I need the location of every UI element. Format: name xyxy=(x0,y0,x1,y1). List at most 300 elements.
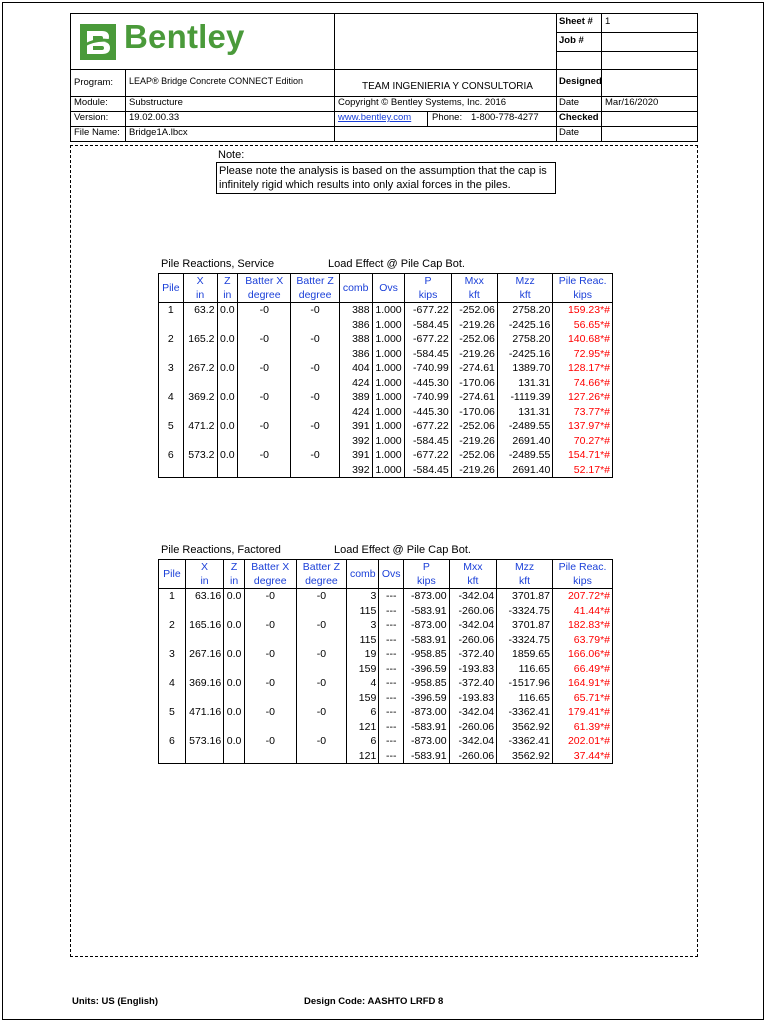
table-cell: 73.77*# xyxy=(553,405,613,420)
table-cell: -0 xyxy=(291,390,339,405)
table-cell xyxy=(217,318,238,333)
table-cell xyxy=(296,720,347,735)
table-cell: -252.06 xyxy=(451,332,497,347)
table-cell: 127.26*# xyxy=(553,390,613,405)
table-cell: 4 xyxy=(159,676,186,691)
table-cell: 74.66*# xyxy=(553,376,613,391)
table-cell: 159.23*# xyxy=(553,303,613,318)
table-cell: 0.0 xyxy=(217,448,238,463)
table-cell: 388 xyxy=(339,303,372,318)
table-row xyxy=(159,618,613,633)
table-cell: -0 xyxy=(238,448,291,463)
table-cell xyxy=(217,347,238,362)
table-cell: 166.06*# xyxy=(552,647,612,662)
table-cell xyxy=(291,463,339,478)
table-cell: 3 xyxy=(347,589,379,604)
table-cell xyxy=(185,662,223,677)
table-cell: -873.00 xyxy=(404,618,449,633)
filename-label: File Name: xyxy=(74,127,120,138)
table-cell xyxy=(185,720,223,735)
table-cell: -0 xyxy=(291,419,339,434)
table-cell: -0 xyxy=(296,676,347,691)
table-cell: -342.04 xyxy=(449,618,497,633)
table-cell: 1.000 xyxy=(372,405,405,420)
table-cell: -219.26 xyxy=(451,318,497,333)
table-cell: -0 xyxy=(238,303,291,318)
table-cell xyxy=(159,347,184,362)
table-cell: 63.2 xyxy=(183,303,217,318)
table-cell: 116.65 xyxy=(497,691,553,706)
table-cell: 0.0 xyxy=(217,361,238,376)
table-cell: 389 xyxy=(339,390,372,405)
table-cell: 72.95*# xyxy=(553,347,613,362)
table-cell: 121 xyxy=(347,720,379,735)
table-cell: --- xyxy=(379,749,404,764)
table-cell: 386 xyxy=(339,347,372,362)
table-row xyxy=(159,463,613,478)
table-cell: 66.49*# xyxy=(552,662,612,677)
table-row xyxy=(159,419,613,434)
table-cell: 52.17*# xyxy=(553,463,613,478)
table-cell: 131.31 xyxy=(497,376,552,391)
table-cell: 573.16 xyxy=(185,734,223,749)
table-cell: -396.59 xyxy=(404,691,449,706)
table-cell xyxy=(238,376,291,391)
table-cell xyxy=(159,318,184,333)
table-cell: --- xyxy=(379,734,404,749)
table-cell: 182.83*# xyxy=(552,618,612,633)
table-cell: 140.68*# xyxy=(553,332,613,347)
table-cell: 137.97*# xyxy=(553,419,613,434)
table-cell: -873.00 xyxy=(404,589,449,604)
date2-label: Date xyxy=(559,127,580,138)
designed-label: Designed xyxy=(559,76,602,87)
table-cell: -274.61 xyxy=(451,361,497,376)
table-cell xyxy=(159,720,186,735)
table-cell: -584.45 xyxy=(405,318,451,333)
header-row xyxy=(159,560,613,589)
column-header: P kips xyxy=(404,560,449,589)
bentley-logo xyxy=(78,18,268,62)
table-cell: -3324.75 xyxy=(497,633,553,648)
table-cell xyxy=(185,749,223,764)
table-cell xyxy=(224,720,245,735)
table-cell: 1 xyxy=(159,589,186,604)
table-cell: 0.0 xyxy=(217,332,238,347)
table-cell: 3 xyxy=(347,618,379,633)
table-cell: 0.0 xyxy=(224,618,245,633)
table-cell: -740.99 xyxy=(405,361,451,376)
table-cell xyxy=(291,434,339,449)
table-cell: 159 xyxy=(347,662,379,677)
table-cell xyxy=(296,604,347,619)
table-cell: -445.30 xyxy=(405,376,451,391)
table-cell: 154.71*# xyxy=(553,448,613,463)
table-cell: -0 xyxy=(296,734,347,749)
website-link[interactable]: www.bentley.com xyxy=(338,112,412,123)
table-cell xyxy=(159,691,186,706)
table-cell: 392 xyxy=(339,463,372,478)
table-cell: 3562.92 xyxy=(497,720,553,735)
table-cell: -0 xyxy=(296,647,347,662)
table-cell: -260.06 xyxy=(449,749,497,764)
filename-value: Bridge1A.lbcx xyxy=(129,127,188,138)
date-value: Mar/16/2020 xyxy=(605,97,659,108)
table-cell xyxy=(224,662,245,677)
table-cell: -260.06 xyxy=(449,604,497,619)
table-cell: -2425.16 xyxy=(497,347,552,362)
table-cell: 202.01*# xyxy=(552,734,612,749)
table-cell: -193.83 xyxy=(449,691,497,706)
table-cell: -260.06 xyxy=(449,633,497,648)
table-cell: -677.22 xyxy=(405,419,451,434)
table-cell: -958.85 xyxy=(404,676,449,691)
table-cell: -583.91 xyxy=(404,720,449,735)
column-header: Z in xyxy=(224,560,245,589)
table-cell: -219.26 xyxy=(451,347,497,362)
column-header: Mzz kft xyxy=(497,560,553,589)
table-cell: -0 xyxy=(291,448,339,463)
column-header: Batter Z degree xyxy=(291,274,339,303)
column-header: comb xyxy=(339,274,372,303)
table-cell xyxy=(238,463,291,478)
table-cell: 573.2 xyxy=(183,448,217,463)
factored-title: Pile Reactions, Factored xyxy=(161,544,281,556)
table-cell xyxy=(296,633,347,648)
table-cell: -193.83 xyxy=(449,662,497,677)
version-label: Version: xyxy=(74,112,109,123)
table-cell xyxy=(238,434,291,449)
column-header: Ovs xyxy=(379,560,404,589)
column-header: Mxx kft xyxy=(449,560,497,589)
table-row xyxy=(159,589,613,604)
table-cell: -583.91 xyxy=(404,749,449,764)
table-cell: 2758.20 xyxy=(497,332,552,347)
table-cell: 388 xyxy=(339,332,372,347)
column-header: Batter X degree xyxy=(238,274,291,303)
table-row xyxy=(159,376,613,391)
company-name: TEAM INGENIERIA Y CONSULTORIA xyxy=(362,81,533,92)
table-cell: -274.61 xyxy=(451,390,497,405)
table-row xyxy=(159,318,613,333)
table-cell: 6 xyxy=(159,734,186,749)
table-cell: --- xyxy=(379,647,404,662)
units-footer: Units: US (English) xyxy=(72,996,159,1007)
table-cell xyxy=(244,720,296,735)
table-cell: 267.16 xyxy=(185,647,223,662)
table-row xyxy=(159,434,613,449)
table-cell xyxy=(224,633,245,648)
table-cell: -0 xyxy=(238,390,291,405)
table-cell: 41.44*# xyxy=(552,604,612,619)
table-cell xyxy=(183,405,217,420)
column-header: X in xyxy=(185,560,223,589)
table-cell: -3362.41 xyxy=(497,705,553,720)
column-header: P kips xyxy=(405,274,451,303)
table-cell: 121 xyxy=(347,749,379,764)
table-cell: 0.0 xyxy=(224,589,245,604)
table-cell: 3 xyxy=(159,361,184,376)
table-row xyxy=(159,332,613,347)
table-cell xyxy=(217,405,238,420)
sheet-value: 1 xyxy=(605,16,611,27)
table-cell: 0.0 xyxy=(217,419,238,434)
table-cell: 128.17*# xyxy=(553,361,613,376)
table-cell: -219.26 xyxy=(451,434,497,449)
service-title: Pile Reactions, Service xyxy=(161,258,275,270)
table-cell: -677.22 xyxy=(405,303,451,318)
table-row xyxy=(159,361,613,376)
table-cell: 70.27*# xyxy=(553,434,613,449)
column-header: Pile Reac. kips xyxy=(553,274,613,303)
table-cell xyxy=(296,749,347,764)
table-cell: 0.0 xyxy=(224,734,245,749)
module-value: Substructure xyxy=(129,97,183,108)
table-cell: 2 xyxy=(159,332,184,347)
table-row xyxy=(159,662,613,677)
table-cell: --- xyxy=(379,720,404,735)
table-cell: -342.04 xyxy=(449,589,497,604)
table-cell: 19 xyxy=(347,647,379,662)
table-cell: 1 xyxy=(159,303,184,318)
table-cell xyxy=(296,662,347,677)
table-cell: 2691.40 xyxy=(497,463,552,478)
table-cell xyxy=(244,662,296,677)
table-cell xyxy=(159,633,186,648)
table-cell: -677.22 xyxy=(405,332,451,347)
table-cell xyxy=(244,633,296,648)
table-cell xyxy=(291,376,339,391)
table-cell: --- xyxy=(379,618,404,633)
table-cell: 131.31 xyxy=(497,405,552,420)
table-cell: -0 xyxy=(238,332,291,347)
table-cell: 1.000 xyxy=(372,347,405,362)
table-cell: 3701.87 xyxy=(497,589,553,604)
table-cell: -0 xyxy=(291,332,339,347)
table-cell: 392 xyxy=(339,434,372,449)
table-cell: 6 xyxy=(159,448,184,463)
table-cell: --- xyxy=(379,633,404,648)
table-cell: 3701.87 xyxy=(497,618,553,633)
table-cell xyxy=(238,318,291,333)
table-row xyxy=(159,390,613,405)
table-cell: 37.44*# xyxy=(552,749,612,764)
table-cell: 1.000 xyxy=(372,318,405,333)
table-cell xyxy=(159,405,184,420)
table-cell xyxy=(224,604,245,619)
table-cell: -873.00 xyxy=(404,734,449,749)
table-cell: -2425.16 xyxy=(497,318,552,333)
column-header: X in xyxy=(183,274,217,303)
table-cell: -584.45 xyxy=(405,463,451,478)
table-cell: -1517.96 xyxy=(497,676,553,691)
table-cell: -445.30 xyxy=(405,405,451,420)
table-cell: -0 xyxy=(244,705,296,720)
column-header: Mxx kft xyxy=(451,274,497,303)
table-cell: 391 xyxy=(339,448,372,463)
table-cell: 404 xyxy=(339,361,372,376)
table-cell: 1.000 xyxy=(372,463,405,478)
table-cell xyxy=(159,434,184,449)
table-cell xyxy=(296,691,347,706)
table-cell xyxy=(159,604,186,619)
table-cell: 3562.92 xyxy=(497,749,553,764)
table-cell: -0 xyxy=(244,618,296,633)
table-cell: -677.22 xyxy=(405,448,451,463)
sheet-label: Sheet # xyxy=(559,16,593,27)
table-cell: 1.000 xyxy=(372,390,405,405)
table-cell: 1.000 xyxy=(372,434,405,449)
table-cell: 424 xyxy=(339,376,372,391)
table-cell: 1.000 xyxy=(372,448,405,463)
table-cell xyxy=(217,434,238,449)
table-cell xyxy=(185,691,223,706)
note-label: Note: xyxy=(218,149,245,161)
table-row xyxy=(159,347,613,362)
table-cell xyxy=(159,463,184,478)
table-cell: -0 xyxy=(244,589,296,604)
table-cell xyxy=(224,749,245,764)
table-cell xyxy=(217,376,238,391)
table-cell: -342.04 xyxy=(449,734,497,749)
table-cell: 65.71*# xyxy=(552,691,612,706)
column-header: Pile xyxy=(159,274,184,303)
table-row xyxy=(159,604,613,619)
table-cell: -3362.41 xyxy=(497,734,553,749)
table-cell: -584.45 xyxy=(405,347,451,362)
table-cell: --- xyxy=(379,662,404,677)
table-cell xyxy=(159,662,186,677)
table-cell: 0.0 xyxy=(224,705,245,720)
table-cell: 471.16 xyxy=(185,705,223,720)
job-label: Job # xyxy=(559,35,584,46)
table-cell: 5 xyxy=(159,419,184,434)
table-cell: 6 xyxy=(347,734,379,749)
table-cell: -252.06 xyxy=(451,448,497,463)
table-cell: -0 xyxy=(291,361,339,376)
table-cell: 56.65*# xyxy=(553,318,613,333)
table-cell: 2691.40 xyxy=(497,434,552,449)
table-cell: -170.06 xyxy=(451,376,497,391)
table-cell: 424 xyxy=(339,405,372,420)
column-header: Batter Z degree xyxy=(296,560,347,589)
table-row xyxy=(159,405,613,420)
table-row xyxy=(159,720,613,735)
table-row xyxy=(159,705,613,720)
table-cell: -170.06 xyxy=(451,405,497,420)
table-cell xyxy=(238,347,291,362)
service-subtitle: Load Effect @ Pile Cap Bot. xyxy=(328,258,465,270)
table-cell: -372.40 xyxy=(449,647,497,662)
table-cell: -0 xyxy=(291,303,339,318)
factored-subtitle: Load Effect @ Pile Cap Bot. xyxy=(334,544,471,556)
table-cell xyxy=(183,463,217,478)
table-cell xyxy=(183,347,217,362)
table-cell: 267.2 xyxy=(183,361,217,376)
table-cell xyxy=(238,405,291,420)
column-header: Z in xyxy=(217,274,238,303)
table-cell xyxy=(159,376,184,391)
table-cell: 0.0 xyxy=(217,390,238,405)
table-cell: 115 xyxy=(347,604,379,619)
table-cell: 4 xyxy=(347,676,379,691)
table-cell: -958.85 xyxy=(404,647,449,662)
table-cell: -372.40 xyxy=(449,676,497,691)
header-row xyxy=(159,274,613,303)
table-cell xyxy=(291,347,339,362)
table-cell: -0 xyxy=(296,589,347,604)
table-cell: 1.000 xyxy=(372,376,405,391)
table-cell: 1859.65 xyxy=(497,647,553,662)
column-header: Pile xyxy=(159,560,186,589)
table-cell xyxy=(244,691,296,706)
checked-label: Checked xyxy=(559,112,599,123)
table-cell: -2489.55 xyxy=(497,419,552,434)
copyright: Copyright © Bentley Systems, Inc. 2016 xyxy=(338,97,507,108)
table-cell: 165.2 xyxy=(183,332,217,347)
program-value: LEAP® Bridge Concrete CONNECT Edition xyxy=(129,76,304,86)
service-reactions-table xyxy=(158,273,613,478)
table-cell: -342.04 xyxy=(449,705,497,720)
table-cell: -0 xyxy=(244,676,296,691)
logo-text: Bentley xyxy=(124,18,245,55)
table-cell: 179.41*# xyxy=(552,705,612,720)
column-header: Ovs xyxy=(372,274,405,303)
table-cell: -873.00 xyxy=(404,705,449,720)
table-cell: -583.91 xyxy=(404,633,449,648)
table-cell: -2489.55 xyxy=(497,448,552,463)
version-value: 19.02.00.33 xyxy=(129,112,180,123)
table-cell: 2 xyxy=(159,618,186,633)
table-cell: -583.91 xyxy=(404,604,449,619)
table-cell: 6 xyxy=(347,705,379,720)
phone-value: 1-800-778-4277 xyxy=(471,112,539,123)
table-cell: 1.000 xyxy=(372,361,405,376)
table-cell: -396.59 xyxy=(404,662,449,677)
table-cell: -584.45 xyxy=(405,434,451,449)
factored-reactions-table xyxy=(158,559,613,764)
table-row xyxy=(159,647,613,662)
table-cell: -219.26 xyxy=(451,463,497,478)
table-cell xyxy=(183,376,217,391)
table-cell: 2758.20 xyxy=(497,303,552,318)
table-cell: -0 xyxy=(244,734,296,749)
column-header: Pile Reac. kips xyxy=(552,560,612,589)
table-cell: 1.000 xyxy=(372,332,405,347)
table-cell: 63.79*# xyxy=(552,633,612,648)
table-cell: -0 xyxy=(296,705,347,720)
table-cell: 5 xyxy=(159,705,186,720)
table-cell: 0.0 xyxy=(217,303,238,318)
design-code-footer: Design Code: AASHTO LRFD 8 xyxy=(304,996,444,1007)
table-cell: 391 xyxy=(339,419,372,434)
table-cell: 1389.70 xyxy=(497,361,552,376)
table-cell: 164.91*# xyxy=(552,676,612,691)
module-label: Module: xyxy=(74,97,108,108)
table-cell: 63.16 xyxy=(185,589,223,604)
table-row xyxy=(159,448,613,463)
table-row xyxy=(159,633,613,648)
table-cell: --- xyxy=(379,604,404,619)
table-cell: --- xyxy=(379,705,404,720)
table-cell: 0.0 xyxy=(224,676,245,691)
table-cell: -252.06 xyxy=(451,419,497,434)
table-cell xyxy=(244,604,296,619)
table-cell: 159 xyxy=(347,691,379,706)
bentley-b-icon xyxy=(78,22,118,62)
date-label: Date xyxy=(559,97,580,108)
table-cell: -0 xyxy=(238,361,291,376)
